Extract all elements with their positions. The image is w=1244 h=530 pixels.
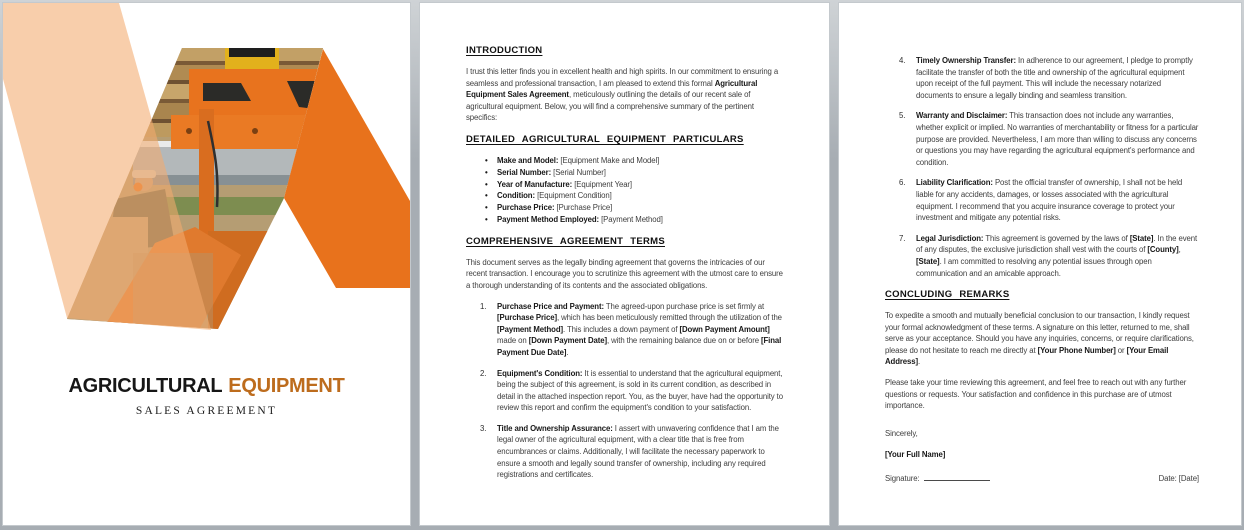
signature-field (885, 473, 990, 485)
item-number: 6. (899, 178, 906, 188)
item-value: [Equipment Year] (574, 179, 632, 189)
item-label: Condition: (497, 191, 535, 201)
cover-subtitle: SALES AGREEMENT (135, 405, 278, 417)
list-item-year (466, 179, 787, 191)
item-value: [Purchase Price] (556, 203, 613, 213)
term-item-6 (885, 177, 1199, 223)
cover-title-accent: EQUIPMENT (228, 375, 345, 397)
date-field: Date: [Date] (1158, 474, 1199, 484)
concluding-paragraph-1: To expedite a smooth and mutually beneficial conclusion to our transaction, I kindly request your formal acknowledgment of these terms. A signature on this letter, returned to me, shall serve as your acceptance. Should you have any inquiries, concerns, or require clarifications, please do not hesitate to reach me directly at [Your Phone Number] or [Your Email Address]. (885, 311, 1194, 367)
closing-sincerely: Sincerely, (885, 428, 918, 438)
term-item-3 (466, 423, 787, 481)
item-label: Payment Method Employed: (497, 214, 600, 224)
item-label: Make and Model: (497, 155, 559, 165)
term-item-5 (885, 110, 1199, 168)
item-text: Purchase Price and Payment: The agreed-upon purchase price is set firmly at [Purchase Price], which has been meticulously remitted through the utilization of the [Payment Method]. This includes a down payment of [Down Payment Amount] made on [Down Payment Date], with the remaining balance due on or before [Final Payment Due Date]. (497, 301, 782, 357)
page2-content (466, 43, 787, 490)
agreement-page-1 (419, 2, 830, 526)
list-item-payment-method (466, 214, 787, 226)
agreement-page-2 (838, 2, 1242, 526)
intro-paragraph: I trust this letter finds you in excellent health and high spirits. In our commitment to ensuring a seamless and professional transaction, I am pleased to extend this formal Agricultural Equipment Sales Agreement, meticulously outlining the details of our recent sale of agricultural equipment. Below, you will find a comprehensive summary of the pertinent specifics: (466, 67, 779, 123)
closing-name: [Your Full Name] (885, 450, 946, 460)
item-text: Equipment's Condition: It is essential to understand that the agricultural equipment, being the subject of this agreement, is sold in its current condition, as described in detail in the attached inspection report. You, as the buyer, have had the opportunity to review this report and confirm the equipment's condition to your satisfaction. (497, 368, 783, 413)
term-item-7 (885, 233, 1199, 279)
terms-heading: COMPREHENSIVE AGREEMENT TERMS (466, 235, 665, 247)
signature-row (885, 473, 1199, 485)
item-number: 1. (480, 301, 487, 311)
item-value: [Serial Number] (553, 167, 606, 177)
cover-artwork (3, 3, 411, 343)
terms-list-1 (466, 301, 787, 481)
item-text: Title and Ownership Assurance: I assert with unwavering confidence that I am the legal owner of the agricultural equipment, with a clear title that is free from encumbrances or claims. Additionally, I will facilitate the necessary paperwork to ensure a smooth and legally sound transfer of ownership, including any required registrations and certificates. (497, 423, 779, 480)
list-item-purchase-price (466, 202, 787, 214)
item-number: 7. (899, 233, 906, 243)
page3-content (885, 55, 1199, 485)
term-item-4 (885, 55, 1199, 101)
item-value: [Equipment Condition] (537, 191, 612, 201)
item-number: 5. (899, 111, 906, 121)
item-number: 2. (480, 368, 487, 378)
terms-list-2 (885, 55, 1199, 279)
cover-title (3, 375, 410, 398)
item-text: Legal Jurisdiction: This agreement is governed by the laws of [State]. In the event of any disputes, the exclusive jurisdiction shall vest with the courts of [County], [State]. I am committed to resolving any potential issues through open communication and an amicable approach. (916, 233, 1198, 278)
signature-label: Signature: (885, 474, 920, 484)
term-item-1 (466, 301, 787, 359)
item-label: Purchase Price: (497, 203, 555, 213)
intro-heading: INTRODUCTION (466, 45, 543, 56)
item-number: 4. (899, 56, 906, 65)
list-item-serial-number (466, 167, 787, 179)
item-value: [Payment Method] (601, 214, 663, 224)
concluding-heading: CONCLUDING REMARKS (885, 289, 1010, 301)
cover-title-primary: AGRICULTURAL (68, 375, 223, 397)
item-number: 3. (480, 423, 487, 433)
terms-paragraph: This document serves as the legally binding agreement that governs the intricacies of our recent transaction. I encourage you to scrutinize this agreement with the utmost care to ensure a thorough understanding of its contents and the associated obligations. (466, 257, 783, 290)
item-text: Timely Ownership Transfer: In adherence to our agreement, I pledge to promptly facilitate the transfer of both the title and ownership of the agricultural equipment upon receipt of the full payment. This will include the necessary notarized documents to ensure a legally binding and seamless transition. (916, 56, 1193, 100)
particulars-heading: DETAILED AGRICULTURAL EQUIPMENT PARTICULARS (466, 133, 744, 145)
signature-line (924, 480, 990, 481)
item-label: Serial Number: (497, 167, 552, 177)
item-text: Warranty and Disclaimer: This transaction does not include any warranties, whether explicit or implied. No warranties of merchantability or fitness for a particular purpose are provided. Nevertheless, I am more than willing to discuss any concerns or questions you may have regarding the agricultural equipment's performance and condition. (916, 111, 1199, 167)
item-label: Year of Manufacture: (497, 179, 573, 189)
cover-title-block (3, 375, 410, 417)
item-text: Liability Clarification: Post the official transfer of ownership, I shall not be held liable for any accidents, damages, or losses associated with the agricultural equipment. I recommend that you acquire insurance coverage to protect your investment and mitigate any potential risks. (916, 178, 1183, 223)
list-item-condition (466, 190, 787, 202)
list-item-make-model (466, 155, 787, 167)
item-value: [Equipment Make and Model] (560, 155, 660, 165)
particulars-list (466, 155, 787, 226)
concluding-paragraph-2: Please take your time reviewing this agreement, and feel free to reach out with any further questions or requests. Your satisfaction and confidence in this purchase are of utmost importance. (885, 378, 1187, 411)
term-item-2 (466, 368, 787, 414)
cover-page (2, 2, 411, 526)
